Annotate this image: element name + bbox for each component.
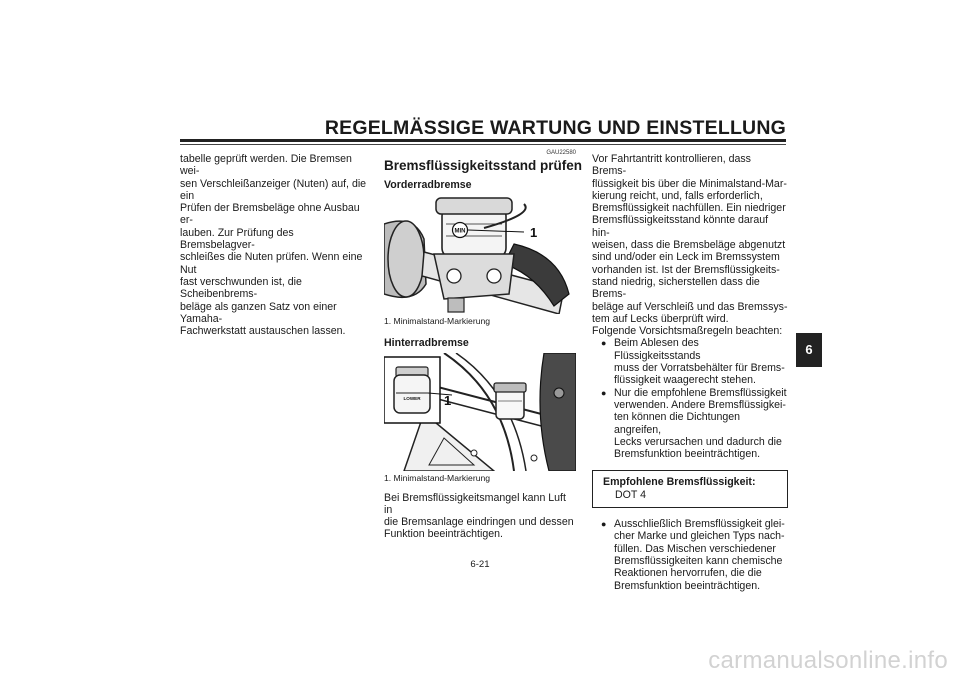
precautions-label: Folgende Vorsichtsmaßregeln beachten: bbox=[592, 325, 783, 338]
bullet-item bbox=[592, 518, 788, 592]
front-callout-number: 1 bbox=[530, 225, 538, 241]
air-warning-paragraph: Bei Bremsflüssigkeitsmangel kann Luft in die Bremsanlage eindringen und dessen Funktion beeinträchtigen. bbox=[384, 491, 574, 541]
bullet-item bbox=[592, 387, 788, 461]
recommended-fluid-box bbox=[592, 470, 788, 508]
bullet-dot-icon: ● bbox=[601, 338, 607, 349]
bullet-dot-icon: ● bbox=[601, 519, 607, 530]
rear-brake-figure bbox=[384, 353, 576, 471]
header-rule-thin bbox=[180, 144, 786, 145]
continued-paragraph: tabelle geprüft werden. Die Bremsen wei- sen Verschleißanzeiger (Nuten) auf, die ein Prüfen der Bremsbeläge ohne Ausbau er- lauben. Zur Prüfung des Bremsbelagver- schleißes die Nuten prüfen. Wenn eine Nut fast verschwunden ist, die Scheibenbrems- beläge als ganzen Satz von einer Yamaha- Fachwerkstatt austauschen lassen. bbox=[180, 153, 367, 338]
bullet-text: Nur die empfohlene Bremsflüssigkeit verwenden. Andere Bremsflüssigkei- ten können die Dichtungen angreifen, Lecks verursachen und dadurch die Bremsfunktion beeinträchtigen. bbox=[614, 386, 787, 461]
lower-marker-label: LOWER bbox=[403, 395, 421, 401]
intro-paragraph: Vor Fahrtantritt kontrollieren, dass Brems- flüssigkeit bis über die Minimalstand-Mar- kierung reicht, und, falls erforderlich, Bremsflüssigkeit nachfüllen. Ein niedriger Bremsflüssigkeitsstand könnte darauf hin- weisen, dass die Bremsbeläge abgenutzt sind und/oder ein Leck im Bremssystem vorhanden ist. Ist der Bremsflüssigkeits- stand niedrig, sicherstellen dass die Brems- beläge auf Verschleiß und das Bremssys- tem auf Lecks überprüft wird. bbox=[592, 153, 788, 325]
section-code: GAU22580 bbox=[546, 150, 576, 156]
watermark: carmanualsonline.info bbox=[708, 647, 948, 674]
header-rule bbox=[180, 139, 786, 142]
bullet-item bbox=[592, 337, 788, 386]
section-heading: Bremsflüssigkeitsstand prüfen bbox=[384, 158, 583, 173]
rear-brake-illustration bbox=[384, 353, 576, 471]
bullet-dot-icon: ● bbox=[601, 387, 607, 398]
column-right bbox=[592, 153, 788, 592]
chapter-tab: 6 bbox=[796, 333, 822, 367]
page-number: 6-21 bbox=[470, 559, 490, 570]
rear-figure-caption: 1. Minimalstand-Markierung bbox=[384, 472, 491, 483]
front-brake-illustration bbox=[384, 194, 576, 314]
column-left bbox=[180, 153, 370, 337]
front-figure-caption: 1. Minimalstand-Markierung bbox=[384, 316, 491, 327]
front-brake-figure bbox=[384, 194, 576, 314]
recommended-fluid-label: Empfohlene Bremsflüssigkeit: bbox=[603, 476, 756, 489]
bullet-text: Beim Ablesen des Flüssigkeitsstands muss der Vorratsbehälter für Brems- flüssigkeit waagerecht stehen. bbox=[614, 337, 785, 387]
min-marker-label: MIN bbox=[454, 228, 466, 235]
column-middle bbox=[384, 150, 583, 541]
rear-brake-heading: Hinterradbremse bbox=[384, 337, 469, 350]
recommended-fluid-value: DOT 4 bbox=[615, 488, 647, 501]
front-brake-heading: Vorderradbremse bbox=[384, 179, 472, 191]
page-header-title: REGELMÄSSIGE WARTUNG UND EINSTELLUNG bbox=[324, 117, 786, 139]
rear-callout-number: 1 bbox=[444, 392, 452, 408]
bullet-text: Ausschließlich Bremsflüssigkeit glei- cher Marke und gleichen Typs nach- füllen. Das Mischen verschiedener Bremsflüssigkeiten kann chemische Reaktionen hervorrufen, die die Bremsfunktion beeinträchtigen. bbox=[614, 518, 785, 592]
